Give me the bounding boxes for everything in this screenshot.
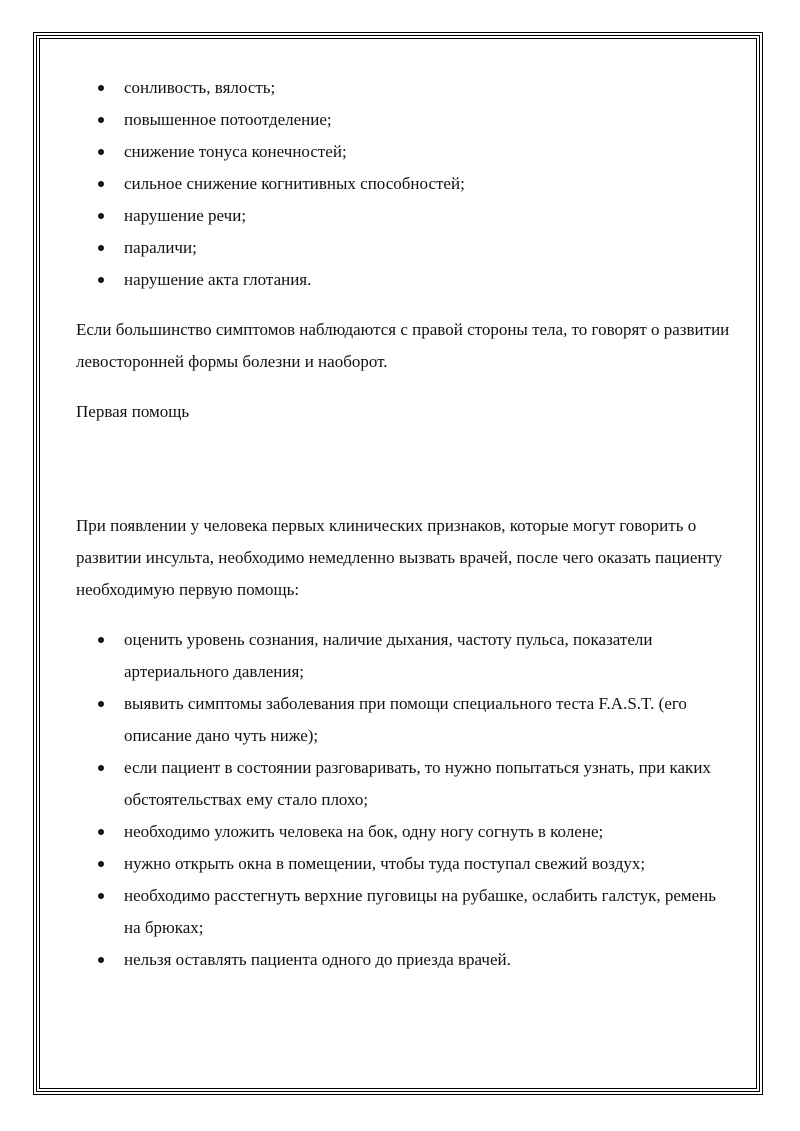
- bullet-icon: [98, 957, 104, 963]
- bullet-icon: [98, 765, 104, 771]
- bullet-icon: [98, 149, 104, 155]
- list-item: [76, 816, 736, 848]
- list-item: [76, 752, 736, 816]
- list-item-text: снижение тонуса конечностей;: [124, 142, 347, 161]
- first-aid-list: [76, 624, 736, 976]
- list-item: [76, 136, 736, 168]
- section-heading: Первая помощь: [76, 402, 190, 421]
- list-item-text: необходимо уложить человека на бок, одну ногу согнуть в колене;: [124, 822, 604, 841]
- list-item: [76, 688, 736, 752]
- list-item: [76, 264, 736, 296]
- list-item-text: параличи;: [124, 238, 197, 257]
- bullet-icon: [98, 117, 104, 123]
- list-item: [76, 944, 736, 976]
- list-item-text: если пациент в состоянии разговаривать, то нужно попытаться узнать, при каких обстоятельствах ему стало плохо;: [124, 758, 711, 809]
- list-item-text: повышенное потоотделение;: [124, 110, 332, 129]
- list-item-text: сильное снижение когнитивных способностей;: [124, 174, 465, 193]
- list-item: [76, 848, 736, 880]
- bullet-icon: [98, 829, 104, 835]
- list-item: [76, 200, 736, 232]
- list-item: [76, 624, 736, 688]
- list-item-text: выявить симптомы заболевания при помощи специального теста F.A.S.T. (его описание дано чуть ниже);: [124, 694, 687, 745]
- list-item: [76, 72, 736, 104]
- list-item-text: сонливость, вялость;: [124, 78, 276, 97]
- list-item-text: нельзя оставлять пациента одного до приезда врачей.: [124, 950, 511, 969]
- bullet-icon: [98, 701, 104, 707]
- bullet-icon: [98, 213, 104, 219]
- bullet-icon: [98, 277, 104, 283]
- list-item-text: оценить уровень сознания, наличие дыхания, частоту пульса, показатели артериального давления;: [124, 630, 653, 681]
- list-item: [76, 104, 736, 136]
- bullet-icon: [98, 245, 104, 251]
- paragraph-first-aid: При появлении у человека первых клинических признаков, которые могут говорить о развитии инсульта, необходимо немедленно вызвать врачей, после чего оказать пациенту необходимую первую помощь:: [76, 516, 723, 599]
- bullet-icon: [98, 861, 104, 867]
- symptoms-list: [76, 72, 736, 296]
- list-item: [76, 232, 736, 264]
- bullet-icon: [98, 893, 104, 899]
- bullet-icon: [98, 85, 104, 91]
- list-item-text: нужно открыть окна в помещении, чтобы туда поступал свежий воздух;: [124, 854, 646, 873]
- list-item-text: необходимо расстегнуть верхние пуговицы на рубашке, ослабить галстук, ремень на брюках;: [124, 886, 717, 937]
- list-item: [76, 880, 736, 944]
- list-item: [76, 168, 736, 200]
- bullet-icon: [98, 637, 104, 643]
- document-body: [76, 72, 736, 976]
- paragraph-side-note: Если большинство симптомов наблюдаются с правой стороны тела, то говорят о развитии левосторонней формы болезни и наоборот.: [76, 320, 730, 371]
- list-item-text: нарушение акта глотания.: [124, 270, 312, 289]
- bullet-icon: [98, 181, 104, 187]
- list-item-text: нарушение речи;: [124, 206, 247, 225]
